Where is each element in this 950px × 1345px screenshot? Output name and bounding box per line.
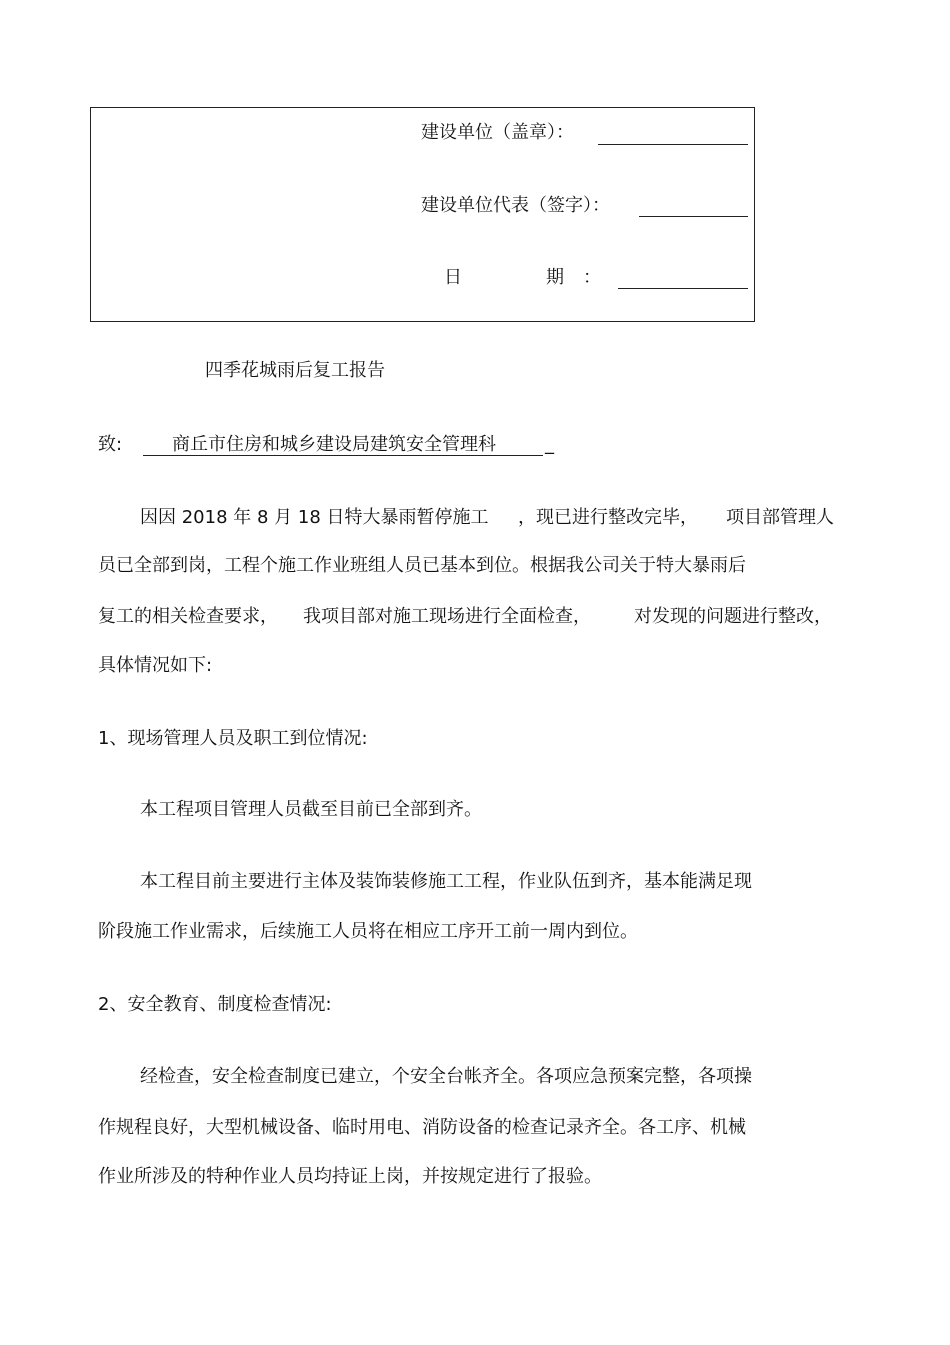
section2-p1-line2: 作规程良好，大型机械设备、临时用电、消防设备的检查记录齐全。各工序、机械 (98, 1117, 746, 1138)
intro-line-3b: 我项目部对施工现场进行全面检查， (303, 606, 591, 627)
section1-p2-line2: 阶段施工作业需求，后续施工人员将在相应工序开工前一周内到位。 (98, 921, 638, 942)
to-label: 致: (98, 434, 123, 455)
intro-line-1c: 项目部管理人 (726, 507, 834, 528)
section1-p2-line1: 本工程目前主要进行主体及装饰装修施工工程，作业队伍到齐，基本能满足现 (140, 871, 752, 892)
owner-seal-blank[interactable] (598, 144, 748, 145)
date-colon: ： (583, 267, 601, 288)
section1-p1: 本工程项目管理人员截至目前已全部到齐。 (140, 799, 482, 820)
report-title: 四季花城雨后复工报告 (205, 360, 385, 381)
owner-rep-blank[interactable] (639, 216, 748, 217)
date-blank[interactable] (618, 288, 748, 289)
to-tail: _ (545, 434, 554, 455)
section2-p1-line3: 作业所涉及的特种作业人员均持证上岗，并按规定进行了报验。 (98, 1166, 602, 1187)
signature-box (90, 107, 755, 322)
section2-p1-line1: 经检查，安全检查制度已建立，个安全台帐齐全。各项应急预案完整，各项操 (140, 1066, 752, 1087)
intro-line-4: 具体情况如下: (98, 655, 213, 676)
intro-line-1a: 因因 2018 年 8 月 18 日特大暴雨暂停施工 (140, 507, 489, 528)
to-value: 商丘市住房和城乡建设局建筑安全管理科 (172, 434, 496, 455)
date-label-1: 日 (444, 267, 462, 288)
intro-line-1b: ，现已进行整改完毕， (518, 507, 698, 528)
intro-line-3c: 对发现的问题进行整改， (634, 606, 832, 627)
to-underline (143, 455, 543, 456)
section2-heading: 2、安全教育、制度检查情况: (98, 994, 332, 1015)
intro-line-2: 员已全部到岗，工程个施工作业班组人员已基本到位。根据我公司关于特大暴雨后 (98, 555, 746, 576)
owner-rep-label: 建设单位代表（签字）： (421, 195, 610, 216)
owner-seal-label: 建设单位（盖章）： (421, 122, 574, 143)
date-label-2: 期 (546, 267, 564, 288)
intro-line-3a: 复工的相关检查要求， (98, 606, 278, 627)
section1-heading: 1、现场管理人员及职工到位情况: (98, 728, 368, 749)
